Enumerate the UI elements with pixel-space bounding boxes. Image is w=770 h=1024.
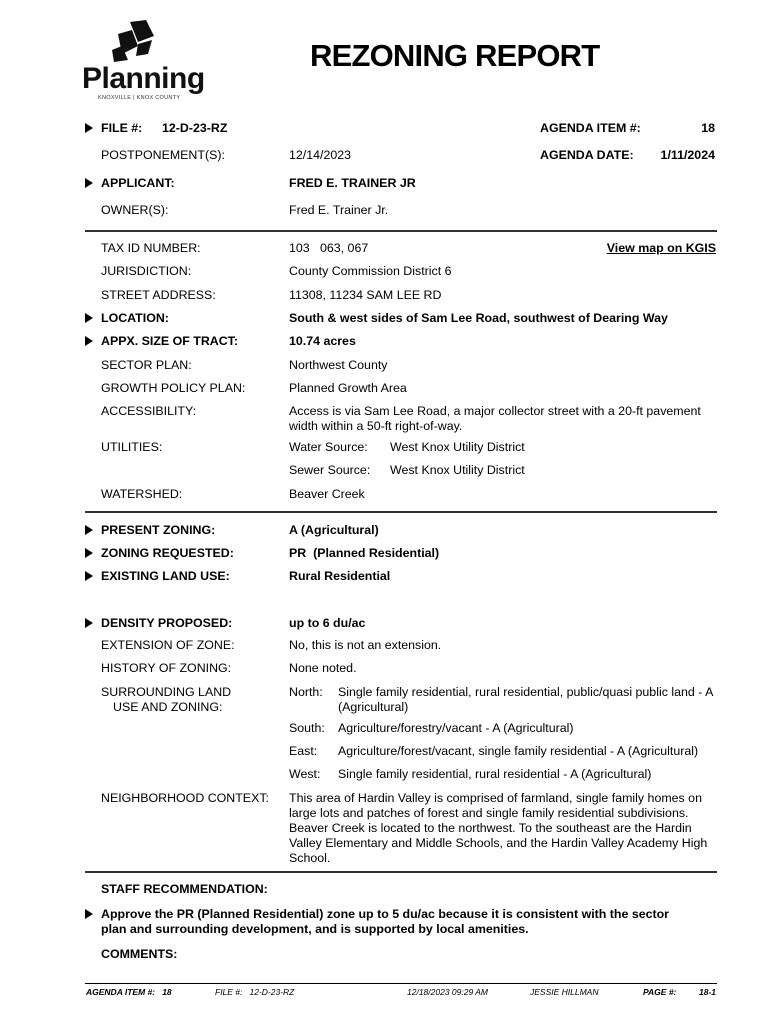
water-source-value: West Knox Utility District	[390, 440, 525, 454]
west-label: West:	[289, 767, 321, 781]
footer-divider	[85, 983, 717, 984]
kgis-map-link[interactable]: View map on KGIS	[606, 241, 716, 255]
jurisdiction-value: County Commission District 6	[289, 264, 452, 278]
street-address-label: STREET ADDRESS:	[101, 288, 216, 302]
growth-policy-label: GROWTH POLICY PLAN:	[101, 381, 246, 395]
postponement-label: POSTPONEMENT(S):	[101, 148, 225, 162]
applicant-label: APPLICANT:	[101, 176, 175, 190]
bullet-arrow-icon	[85, 336, 93, 346]
watershed-value: Beaver Creek	[289, 487, 365, 501]
bullet-arrow-icon	[85, 525, 93, 535]
location-label: LOCATION:	[101, 311, 169, 325]
divider	[85, 511, 717, 513]
zoning-requested-value: PR (Planned Residential)	[289, 546, 440, 560]
footer-file: FILE #: 12-D-23-RZ	[215, 987, 295, 997]
bullet-arrow-icon	[85, 571, 93, 581]
south-value: Agriculture/forestry/vacant - A (Agricultural)	[338, 721, 574, 735]
sector-plan-value: Northwest County	[289, 358, 388, 372]
file-label: FILE #:	[101, 121, 143, 135]
agenda-date-label: AGENDA DATE:	[540, 148, 634, 162]
sector-plan-label: SECTOR PLAN:	[101, 358, 192, 372]
staff-recommendation-text: Approve the PR (Planned Residential) zone up to 5 du/ac because it is consistent with the sector plan and surrounding development, and is supported by local amenities.	[101, 907, 670, 936]
applicant-value: FRED E. TRAINER JR	[289, 176, 416, 190]
divider	[85, 230, 717, 232]
watershed-label: WATERSHED:	[101, 487, 183, 501]
utilities-label: UTILITIES:	[101, 440, 163, 454]
footer-author: JESSIE HILLMAN	[530, 987, 599, 997]
bullet-arrow-icon	[85, 618, 93, 628]
logo-subtitle: KNOXVILLE | KNOX COUNTY	[98, 95, 181, 101]
west-value: Single family residential, rural residential - A (Agricultural)	[338, 767, 652, 781]
tax-id-value: 103 063, 067	[289, 241, 369, 255]
density-proposed-label: DENSITY PROPOSED:	[101, 616, 233, 630]
tract-size-value: 10.74 acres	[289, 334, 356, 348]
staff-recommendation-heading: STAFF RECOMMENDATION:	[101, 882, 268, 896]
location-value: South & west sides of Sam Lee Road, southwest of Dearing Way	[289, 311, 668, 325]
sewer-source-value: West Knox Utility District	[390, 463, 525, 477]
bullet-arrow-icon	[85, 548, 93, 558]
surrounding-label-line1: SURROUNDING LAND	[101, 685, 232, 699]
bullet-arrow-icon	[85, 313, 93, 323]
neighborhood-context-label: NEIGHBORHOOD CONTEXT:	[101, 791, 269, 805]
postponement-value: 12/14/2023	[289, 148, 352, 162]
north-label: North:	[289, 685, 323, 699]
bullet-arrow-icon	[85, 178, 93, 188]
history-value: None noted.	[289, 661, 357, 675]
bullet-arrow-icon	[85, 909, 93, 919]
planning-logo	[82, 20, 205, 104]
logo-wordmark: Planning	[82, 62, 205, 95]
history-label: HISTORY OF ZONING:	[101, 661, 232, 675]
owner-value: Fred E. Trainer Jr.	[289, 203, 389, 217]
zoning-requested-label: ZONING REQUESTED:	[101, 546, 234, 560]
density-proposed-value: up to 6 du/ac	[289, 616, 366, 630]
agenda-item-value: 18	[701, 121, 715, 135]
jurisdiction-label: JURISDICTION:	[101, 264, 192, 278]
existing-land-use-label: EXISTING LAND USE:	[101, 569, 230, 583]
agenda-date-value: 1/11/2024	[660, 148, 715, 162]
footer-page-label: PAGE #:	[643, 987, 677, 997]
page-title: REZONING REPORT	[310, 38, 600, 73]
street-address-value: 11308, 11234 SAM LEE RD	[289, 288, 442, 302]
east-value: Agriculture/forest/vacant, single family residential - A (Agricultural)	[338, 744, 699, 758]
south-label: South:	[289, 721, 325, 735]
surrounding-label-line2: USE AND ZONING:	[113, 700, 223, 714]
file-value: 12-D-23-RZ	[162, 121, 228, 135]
accessibility-value: Access is via Sam Lee Road, a major collector street with a 20-ft pavement width within a 50-ft right-of-way.	[289, 404, 701, 433]
footer-agenda-item: AGENDA ITEM #: 18	[86, 987, 172, 997]
growth-policy-value: Planned Growth Area	[289, 381, 407, 395]
extension-value: No, this is not an extension.	[289, 638, 442, 652]
footer-timestamp: 12/18/2023 09:29 AM	[407, 987, 488, 997]
logo-mark-icon	[108, 20, 156, 62]
present-zoning-label: PRESENT ZONING:	[101, 523, 216, 537]
footer-page-value: 18-1	[698, 987, 716, 997]
bullet-arrow-icon	[85, 123, 93, 133]
agenda-item-label: AGENDA ITEM #:	[540, 121, 641, 135]
tax-id-label: TAX ID NUMBER:	[101, 241, 201, 255]
neighborhood-context-value: This area of Hardin Valley is comprised of farmland, single family homes on large lots and patches of forest and single family residential subdivisions. Beaver Creek is located to the northwest. To the southeast are the Hardin Valley Elementary and Middle Schools, and the Hardin Valley Academy High School.	[289, 791, 708, 865]
tract-size-label: APPX. SIZE OF TRACT:	[101, 334, 238, 348]
owner-label: OWNER(S):	[101, 203, 169, 217]
extension-label: EXTENSION OF ZONE:	[101, 638, 235, 652]
water-source-label: Water Source:	[289, 440, 368, 454]
divider	[85, 871, 717, 873]
sewer-source-label: Sewer Source:	[289, 463, 371, 477]
present-zoning-value: A (Agricultural)	[289, 523, 379, 537]
existing-land-use-value: Rural Residential	[289, 569, 391, 583]
comments-heading: COMMENTS:	[101, 947, 178, 961]
east-label: East:	[289, 744, 318, 758]
north-value: Single family residential, rural residential, public/quasi public land - A (Agricultural)	[338, 685, 713, 714]
accessibility-label: ACCESSIBILITY:	[101, 404, 197, 418]
